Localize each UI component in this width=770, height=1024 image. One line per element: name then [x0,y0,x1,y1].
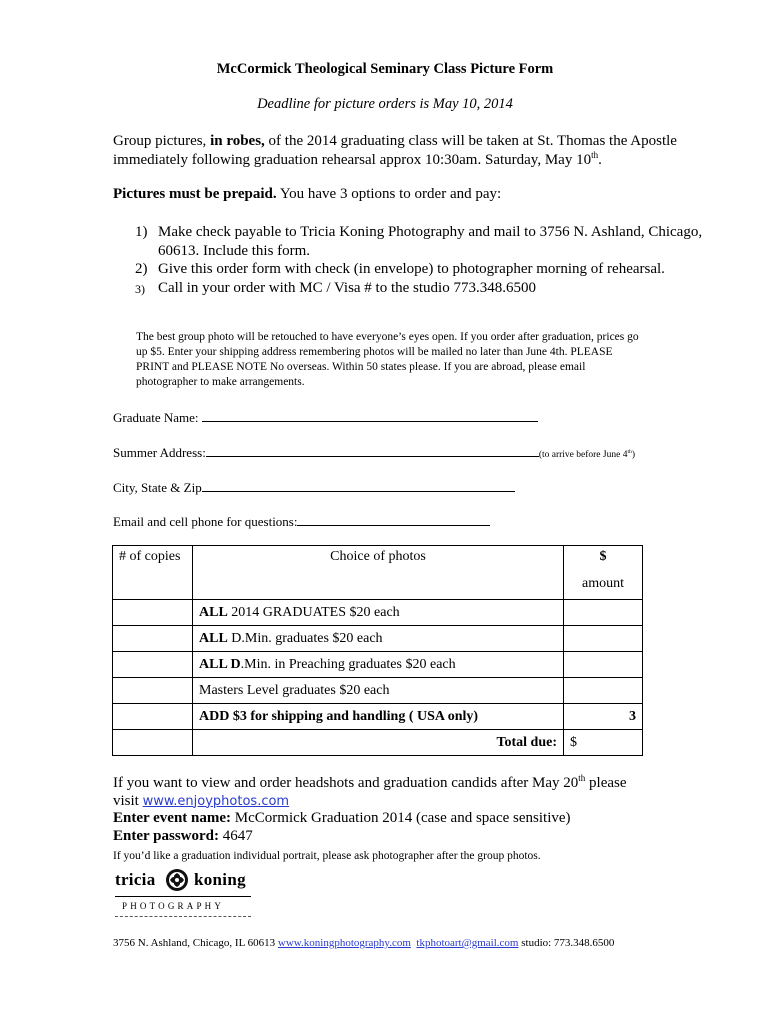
email-phone-field[interactable] [297,513,490,526]
event-name-value: McCormick Graduation 2014 (case and space sensitive) [231,810,571,826]
copies-cell[interactable] [113,678,193,704]
choice-text: .Min. in Preaching graduates $20 each [240,657,456,672]
summer-note-sup: th [627,448,632,455]
option-2 [113,260,713,279]
prepaid-text: You have 3 options to order and pay: [276,186,502,202]
online-line-1-sup: th [578,773,586,783]
amount-cell[interactable] [564,652,643,678]
copies-cell[interactable] [113,652,193,678]
event-name-label: Enter event name: [113,810,232,826]
deadline-text: Deadline for picture orders is May 10, 2014 [257,96,513,112]
password-value: 4647 [218,827,253,844]
choice-cell [193,652,564,678]
portrait-note: If you’d like a graduation individual portrait, please ask photographer after the group photos. [113,850,541,862]
graduate-name-label: Graduate Name: [113,410,199,425]
choice-bold: ALL D [199,657,241,672]
choice-cell [193,600,564,626]
group-pictures-paragraph [113,132,713,169]
copies-cell[interactable] [113,600,193,626]
choice-bold: ALL [199,605,228,620]
footer-studio: studio: 773.348.6500 [518,937,615,949]
online-ordering-paragraph [113,775,713,845]
online-line-1-text: If you want to view and order headshots and graduation candids after May 20 [113,775,579,791]
summer-address-note [539,450,635,460]
in-robes-text: in robes, [210,133,265,149]
total-row [113,730,643,756]
summer-note-text: (to arrive before June 4 [538,450,628,460]
group-tail: . [598,151,602,168]
copies-header-cell [113,546,193,600]
password-line [113,828,713,846]
choice-cell [193,626,564,652]
email-link[interactable]: tkphotoart@gmail.com [416,937,519,949]
option-number: 1) [135,224,148,240]
choice-header-cell [193,546,564,600]
copies-cell[interactable] [113,626,193,652]
group-lead: Group pictures, [113,133,211,149]
option-3 [113,279,713,298]
footer-address: 3756 N. Ashland, Chicago, IL 60613 [113,937,278,949]
visit-text: visit [113,792,143,809]
city-state-zip-label: City, State & Zip [113,480,202,495]
amount-header: amount [582,576,624,591]
choice-text: 2014 GRADUATES $20 each [227,605,400,620]
event-name-line [113,810,713,828]
table-row [113,626,643,652]
amount-cell[interactable] [564,626,643,652]
shipping-amount: 3 [564,704,643,730]
payment-options-list [113,223,713,297]
total-amount[interactable]: $ [564,730,643,756]
option-text: Call in your order with MC / Visa # to the studio 773.348.6500 [158,279,536,296]
choice-cell [193,678,564,704]
online-line-1 [113,775,713,793]
flower-icon [165,868,189,892]
email-phone-row [113,513,490,530]
enjoyphotos-link[interactable]: www.enjoyphotos.com [142,793,290,809]
city-state-zip-field[interactable] [202,479,515,492]
group-sup: th [591,149,599,160]
option-number: 3) [135,281,145,296]
option-text: Make check payable to Tricia Koning Photography and mail to 3756 N. Ashland, Chicago, 60613. Include this form. [158,224,703,259]
table-header-row [113,546,643,600]
choice-text: D.Min. graduates $20 each [227,631,383,646]
summer-address-label: Summer Address: [113,445,206,460]
table-row [113,678,643,704]
group-body: of the 2014 graduating class will be taken at St. Thomas the Apostle immediately following graduation rehearsal approx 10:30am. Saturday, May 10 [113,133,677,168]
dollar-header: $ [599,549,607,564]
website-link[interactable]: www.koningphotography.com [277,937,411,949]
password-label: Enter password: [113,827,219,844]
order-table [112,545,643,756]
copies-header: # of copies [119,549,181,564]
logo-word-left: tricia [115,870,156,889]
logo-rule-bottom [115,916,251,917]
graduate-name-field[interactable] [202,409,538,422]
logo-word-right: koning [194,870,246,889]
online-line-2 [113,793,713,811]
online-line-1-tail: please [585,775,627,791]
table-row [113,600,643,626]
option-1 [113,223,713,260]
amount-cell[interactable] [564,678,643,704]
email-phone-label: Email and cell phone for questions: [113,514,298,529]
table-row [113,652,643,678]
shipping-label: ADD $3 for shipping and handling ( USA only) [193,704,564,730]
amount-header-cell [564,546,643,600]
prepaid-paragraph [113,186,501,203]
choice-header: Choice of photos [330,549,426,564]
shipping-row [113,704,643,730]
copies-cell [113,730,193,756]
form-title: McCormick Theological Seminary Class Picture Form [216,61,554,77]
total-label: Total due: [193,730,564,756]
copies-cell [113,704,193,730]
logo-subtitle: PHOTOGRAPHY [122,901,225,911]
choice-bold: ALL [199,631,228,646]
tricia-koning-logo [115,868,255,920]
choice-text: Masters Level graduates $20 each [199,683,390,698]
logo-rule-top [115,896,251,897]
summer-address-row [113,444,635,461]
summer-note-tail: ) [631,450,636,460]
summer-address-field[interactable] [206,444,539,457]
city-state-zip-row [113,479,515,496]
graduate-name-row [113,409,538,426]
amount-cell[interactable] [564,600,643,626]
option-text: Give this order form with check (in envelope) to photographer morning of rehearsal. [158,261,665,277]
prepaid-bold: Pictures must be prepaid. [113,186,277,202]
notice-paragraph: The best group photo will be retouched to have everyone’s eyes open. If you order after graduation, prices go up $5. Enter your shipping address remembering photos will be mailed no later than June 4th. PLEASE PRINT and PLEASE NOTE No overseas. Within 50 states please. If you are abroad, please email photographer to make arrangements. [136,331,639,388]
option-number: 2) [135,261,148,277]
footer-contact [113,937,614,949]
